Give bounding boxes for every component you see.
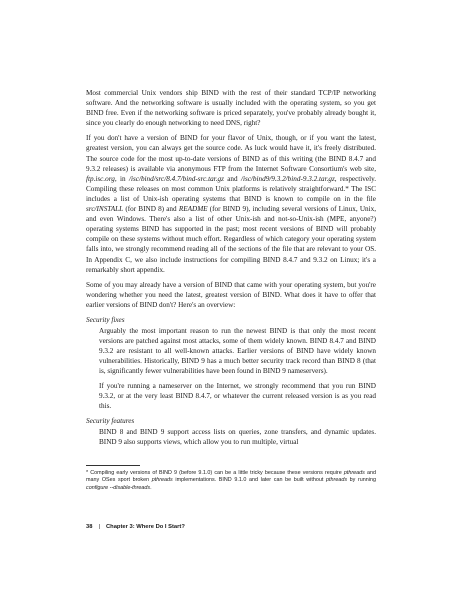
footnote: * Compiling early versions of BIND 9 (before 9.1.0) can be a little tricky because these versions require pthreads and many OSes sport broken pthreads implementations. BIND 9.1.0 and later can be built without pthreads by running configure --disable-threads. [86, 470, 376, 491]
bind8-path: /isc/bind/src/8.4.7/bind-src.tar.gz [128, 174, 224, 183]
term-security-features: Security features [86, 416, 135, 425]
install-file: src/INSTALL [86, 205, 124, 214]
definition-paragraph: BIND 8 and BIND 9 support access lists on queries, zone transfers, and dynamic updates. BIND 9 also supports views, which allow you to run multiple, virtual [99, 427, 376, 446]
configure-command: configure --disable-threads [86, 484, 151, 491]
footnote-divider [86, 465, 140, 466]
definition-security-fixes [99, 326, 376, 411]
definition-paragraph: If you're running a nameserver on the Internet, we strongly recommend that you run BIND 9.3.2, or at the very least BIND 8.4.7, or whatever the current released version is as you read this. [99, 381, 376, 410]
readme-file: README [178, 205, 208, 214]
bind9-path: /isc/bind9/9.3.2/bind-9.3.2.tar.gz [240, 174, 335, 183]
term-security-fixes: Security fixes [86, 315, 125, 324]
footer-separator: | [98, 524, 100, 530]
paragraph-commercial-vendors: Most commercial Unix vendors ship BIND with the rest of their standard TCP/IP networking software. And the networking software is usually included with the operating system, so you get BIND free. Even if the networking software is priced separately, you've probably already bought it, since you clearly do enough networking to need DNS, right? [86, 89, 376, 128]
body-text [86, 88, 376, 452]
page-number: 38 [86, 524, 93, 530]
definition-security-features [99, 427, 376, 447]
paragraph-source-code: If you don't have a version of BIND for your flavor of Unix, though, or if you want the latest, greatest version, you can always get the source code. As luck would have it, it's freely distributed. The source code for the most up-to-date versions of BIND as of this writing (the BIND 8.4.7 and 9.3.2 releases) is available via anonymous FTP from the Internet Software Consortium's web site, ftp.isc.org, in /isc/bind/src/8.4.7/bind-src.tar.gz and /isc/bind9/9.3.2/bind-9.3.2.tar.gz, respectively. Compiling these releases on most common Unix platforms is relatively straightforward.* The ISC includes a list of Unix-ish operating systems that BIND is known to compile on in the file src/INSTALL (for BIND 8) and README (for BIND 9), including several versions of Linux, Unix, and even Windows. There's also a list of other Unix-ish and not-so-Unix-ish (MPE, anyone?) operating systems BIND has supported in the past; most recent versions of BIND will probably compile on these systems without much effort. Regardless of which category your operating system falls into, we strongly recommend reading all of the sections of the file that are relevant to your OS. In Appendix C, we also include instructions for compiling BIND 8.4.7 and 9.3.2 on Linux; it's a remarkably short appendix. [86, 134, 376, 274]
chapter-title: Chapter 3: Where Do I Start? [105, 524, 185, 530]
page-footer [86, 524, 185, 530]
ftp-host: ftp.isc.org [86, 174, 115, 183]
paragraph-overview: Some of you may already have a version of BIND that came with your operating system, but you're wondering whether you need the latest, greatest version of BIND. What does it have to offer that earlier versions of BIND don't? Here's an overview: [86, 280, 376, 309]
definition-paragraph: Arguably the most important reason to run the newest BIND is that only the most recent versions are patched against most attacks, some of them widely known. BIND 8.4.7 and BIND 9.3.2 are resistant to all well-known attacks. Earlier versions of BIND have widely known vulnerabilities. Historically, BIND 9 has a much better security track record than BIND 8 (that is, significantly fewer vulnerabilities have been found in BIND 9 nameservers). [99, 327, 376, 376]
